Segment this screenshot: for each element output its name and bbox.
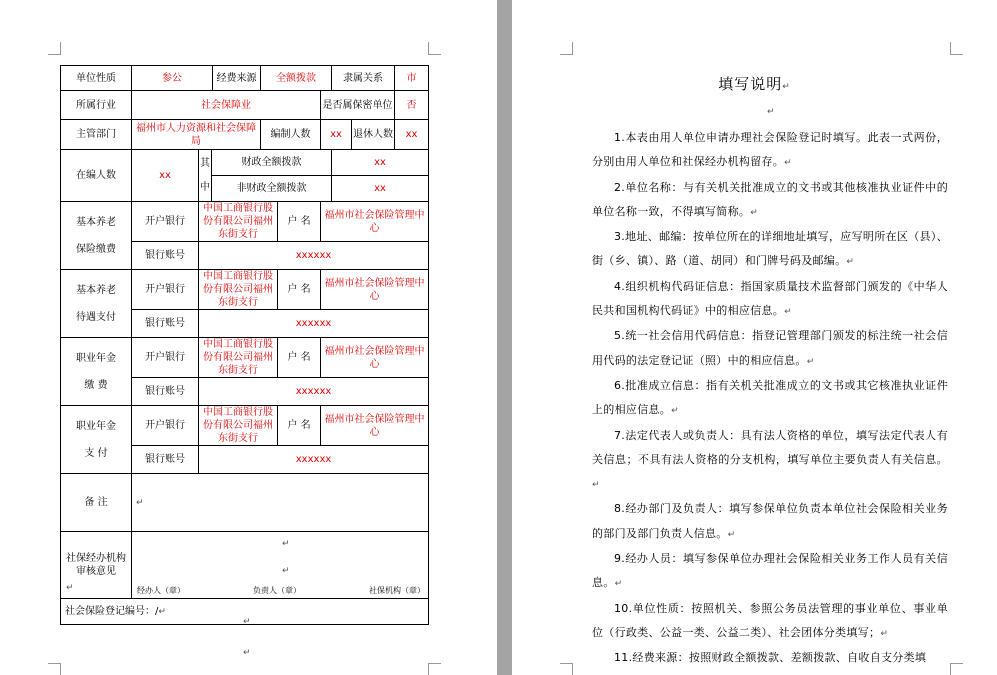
paragraph-mark: ↵ bbox=[158, 606, 166, 617]
registration-form-table bbox=[60, 65, 429, 625]
instruction-text: 5.统一社会信用代码信息：指登记管理部门颁发的标注统一社会信用代码的法定登记证（照）中的相应信息。 bbox=[592, 329, 948, 367]
section-row-bank bbox=[61, 406, 429, 446]
industry-label: 所属行业 bbox=[61, 91, 132, 120]
account-name-value[interactable]: 福州市社会保险管理中心 bbox=[321, 406, 429, 446]
account-name-label: 户 名 bbox=[278, 202, 321, 242]
right-page bbox=[512, 0, 997, 675]
account-no-value[interactable]: xxxxxx bbox=[199, 446, 429, 474]
section-label bbox=[61, 270, 132, 338]
section-label-line2: 支 付 bbox=[84, 447, 108, 459]
department-label: 主管部门 bbox=[61, 120, 132, 150]
department-value[interactable]: 福州市人力资源和社会保障局 bbox=[132, 120, 261, 150]
instruction-text: 4.组织机构代码证信息：指国家质量技术监督部门颁发的《中华人民共和国机构代码证》中的相应信息。 bbox=[592, 279, 948, 318]
industry-value[interactable]: 社会保障业 bbox=[132, 91, 321, 120]
fund-source-label: 经费来源 bbox=[213, 66, 261, 91]
of-which-text: 其中 bbox=[200, 157, 210, 193]
account-name-label: 户 名 bbox=[278, 270, 321, 310]
paragraph-mark: ↵ bbox=[671, 406, 679, 417]
paragraph-mark: ↵ bbox=[282, 539, 290, 549]
remarks-label: 备 注 bbox=[61, 474, 132, 532]
paragraph-mark: ↵ bbox=[846, 257, 855, 268]
review-label: 社保经办机构审核意见 bbox=[61, 532, 132, 599]
paragraph-mark: ↵ bbox=[782, 82, 791, 92]
account-no-value[interactable]: xxxxxx bbox=[199, 378, 429, 406]
section-label-line1: 职业年金 bbox=[76, 352, 116, 364]
crop-mark bbox=[950, 663, 963, 675]
staff-quota-value[interactable]: xx bbox=[321, 120, 352, 150]
bank-value[interactable]: 中国工商银行股份有限公司福州东街支行 bbox=[199, 338, 278, 378]
bank-label: 开户银行 bbox=[132, 338, 199, 378]
staff-quota-label: 编制人数 bbox=[261, 120, 321, 150]
instruction-item bbox=[592, 225, 948, 275]
signature-row bbox=[133, 584, 427, 598]
account-no-value[interactable]: xxxxxx bbox=[199, 310, 429, 338]
account-name-value[interactable]: 福州市社会保险管理中心 bbox=[321, 338, 429, 378]
instruction-item bbox=[592, 497, 948, 547]
unit-nature-label: 单位性质 bbox=[61, 66, 132, 91]
crop-mark bbox=[560, 663, 573, 675]
paragraph-mark: ↵ bbox=[282, 566, 290, 576]
instructions-title bbox=[512, 73, 997, 94]
paragraph-mark: ↵ bbox=[750, 207, 759, 218]
bank-label: 开户银行 bbox=[132, 202, 199, 242]
account-no-label: 银行账号 bbox=[132, 446, 199, 474]
instructions-list bbox=[592, 126, 948, 671]
instruction-item bbox=[592, 424, 948, 498]
section-label-line2: 缴 费 bbox=[84, 379, 108, 391]
section-label bbox=[61, 338, 132, 406]
section-label-line1: 职业年金 bbox=[76, 420, 116, 432]
instructions-title-text: 填写说明 bbox=[718, 75, 783, 93]
instruction-text: 9.经办人员：填写参保单位办理社会保险相关业务工作人员有关信息。 bbox=[592, 552, 948, 590]
paragraph-mark: ↵ bbox=[592, 480, 600, 491]
instruction-text: 2.单位名称：与有关机关批准成立的文书或其他核准执业证件中的单位名称一致，不得填写简称。 bbox=[592, 180, 948, 218]
account-name-value[interactable]: 福州市社会保险管理中心 bbox=[321, 270, 429, 310]
crop-mark bbox=[560, 42, 573, 55]
fund-source-value[interactable]: 全额拨款 bbox=[261, 66, 332, 91]
of-which-label bbox=[199, 150, 212, 202]
crop-mark bbox=[428, 663, 441, 675]
section-label-line1: 基本养老 bbox=[76, 216, 116, 228]
instruction-text: 6.批准成立信息：指有关机关批准成立的文书或其它核准执业证件上的相应信息。 bbox=[592, 378, 948, 417]
in-staff-label: 在编人数 bbox=[61, 150, 132, 202]
section-label-line2: 待遇支付 bbox=[76, 311, 116, 323]
account-no-label: 银行账号 bbox=[132, 310, 199, 338]
paragraph-mark: ↵ bbox=[784, 158, 792, 169]
leader-seal-label: 负责人（章） bbox=[253, 586, 302, 595]
paragraph-mark: ↵ bbox=[806, 356, 815, 367]
review-area[interactable] bbox=[132, 532, 429, 599]
row-industry bbox=[61, 91, 429, 120]
section-label bbox=[61, 406, 132, 474]
remarks-value[interactable] bbox=[132, 474, 429, 532]
section-row-bank bbox=[61, 270, 429, 310]
bank-value[interactable]: 中国工商银行股份有限公司福州东街支行 bbox=[199, 202, 278, 242]
non-full-fund-value[interactable]: xx bbox=[332, 176, 429, 202]
full-fund-value[interactable]: xx bbox=[332, 150, 429, 176]
instruction-text: 7.法定代表人或负责人：具有法人资格的单位，填写法定代表人有关信息；不具有法人资格的分支机构，填写单位主要负责人有关信息。 bbox=[592, 428, 948, 466]
row-in-staff-1 bbox=[61, 150, 429, 176]
registration-number-label: 社会保险登记编号：/ bbox=[65, 605, 159, 617]
secret-unit-value[interactable]: 否 bbox=[395, 91, 429, 120]
full-fund-label: 财政全额拨款 bbox=[212, 150, 332, 176]
left-page bbox=[0, 0, 497, 675]
paragraph-mark: ↵ bbox=[614, 579, 623, 590]
bank-label: 开户银行 bbox=[132, 270, 199, 310]
bank-value[interactable]: 中国工商银行股份有限公司福州东街支行 bbox=[199, 270, 278, 310]
paragraph-mark: ↵ bbox=[243, 648, 251, 658]
instruction-item bbox=[592, 126, 948, 176]
relation-label: 隶属关系 bbox=[332, 66, 395, 91]
unit-nature-value[interactable]: 参公 bbox=[132, 66, 213, 91]
paragraph-mark: ↵ bbox=[66, 583, 74, 593]
row-review bbox=[61, 532, 429, 599]
paragraph-mark: ↵ bbox=[767, 107, 775, 117]
bank-label: 开户银行 bbox=[132, 406, 199, 446]
instruction-text: 8.经办部门及负责人：填写参保单位负责本单位社会保险相关业务的部门及部门负责人信息。 bbox=[592, 502, 948, 540]
instruction-item bbox=[592, 275, 948, 325]
section-row-bank bbox=[61, 338, 429, 378]
section-label-line2: 保险缴费 bbox=[76, 243, 116, 255]
in-staff-value[interactable]: xx bbox=[132, 150, 199, 202]
account-name-label: 户 名 bbox=[278, 338, 321, 378]
paragraph-mark: ↵ bbox=[784, 307, 792, 318]
row-remarks bbox=[61, 474, 429, 532]
paragraph-mark: ↵ bbox=[243, 617, 251, 627]
paragraph-mark: ↵ bbox=[880, 628, 889, 639]
crop-mark bbox=[48, 42, 61, 55]
account-name-label: 户 名 bbox=[278, 406, 321, 446]
instruction-text: 11.经费来源：按照财政全额拨款、差额拨款、自收自支分类填 bbox=[614, 651, 927, 665]
retired-value[interactable]: xx bbox=[395, 120, 429, 150]
instruction-text: 10.单位性质：按照机关、参照公务员法管理的事业单位、事业单位（行政类、公益一类、公益二类）、社会团体分类填写； bbox=[592, 601, 948, 639]
instruction-item bbox=[592, 374, 948, 424]
section-label-line1: 基本养老 bbox=[76, 284, 116, 296]
bank-value[interactable]: 中国工商银行股份有限公司福州东街支行 bbox=[199, 406, 278, 446]
row-unit-nature bbox=[61, 66, 429, 91]
retired-label: 退休人数 bbox=[352, 120, 395, 150]
instruction-item bbox=[592, 597, 948, 647]
row-department bbox=[61, 120, 429, 150]
account-name-value[interactable]: 福州市社会保险管理中心 bbox=[321, 202, 429, 242]
account-no-label: 银行账号 bbox=[132, 242, 199, 270]
instruction-text: 1.本表由用人单位申请办理社会保险登记时填写。此表一式两份，分别由用人单位和社保经办机构留存。 bbox=[592, 131, 948, 169]
crop-mark bbox=[48, 663, 61, 675]
paragraph-mark: ↵ bbox=[136, 497, 144, 508]
secret-unit-label: 是否属保密单位 bbox=[321, 91, 395, 120]
section-label bbox=[61, 202, 132, 270]
relation-value[interactable]: 市 bbox=[395, 66, 429, 91]
crop-mark bbox=[950, 42, 963, 55]
account-no-label: 银行账号 bbox=[132, 378, 199, 406]
handler-seal-label: 经办人（章） bbox=[137, 586, 185, 595]
section-row-bank bbox=[61, 202, 429, 242]
instruction-item bbox=[592, 547, 948, 597]
instruction-item bbox=[592, 646, 948, 670]
instruction-item bbox=[592, 324, 948, 374]
instruction-text: 3.地址、邮编：按单位所在的详细地址填写，应写明所在区（县）、街（乡、镇）、路（道、胡同）和门牌号码及邮编。 bbox=[592, 230, 948, 268]
account-no-value[interactable]: xxxxxx bbox=[199, 242, 429, 270]
paragraph-mark: ↵ bbox=[727, 529, 736, 540]
non-full-fund-label: 非财政全额拨款 bbox=[212, 176, 332, 202]
agency-seal-label: 社保机构（章） bbox=[369, 586, 426, 595]
crop-mark bbox=[428, 42, 441, 55]
instruction-item bbox=[592, 176, 948, 226]
